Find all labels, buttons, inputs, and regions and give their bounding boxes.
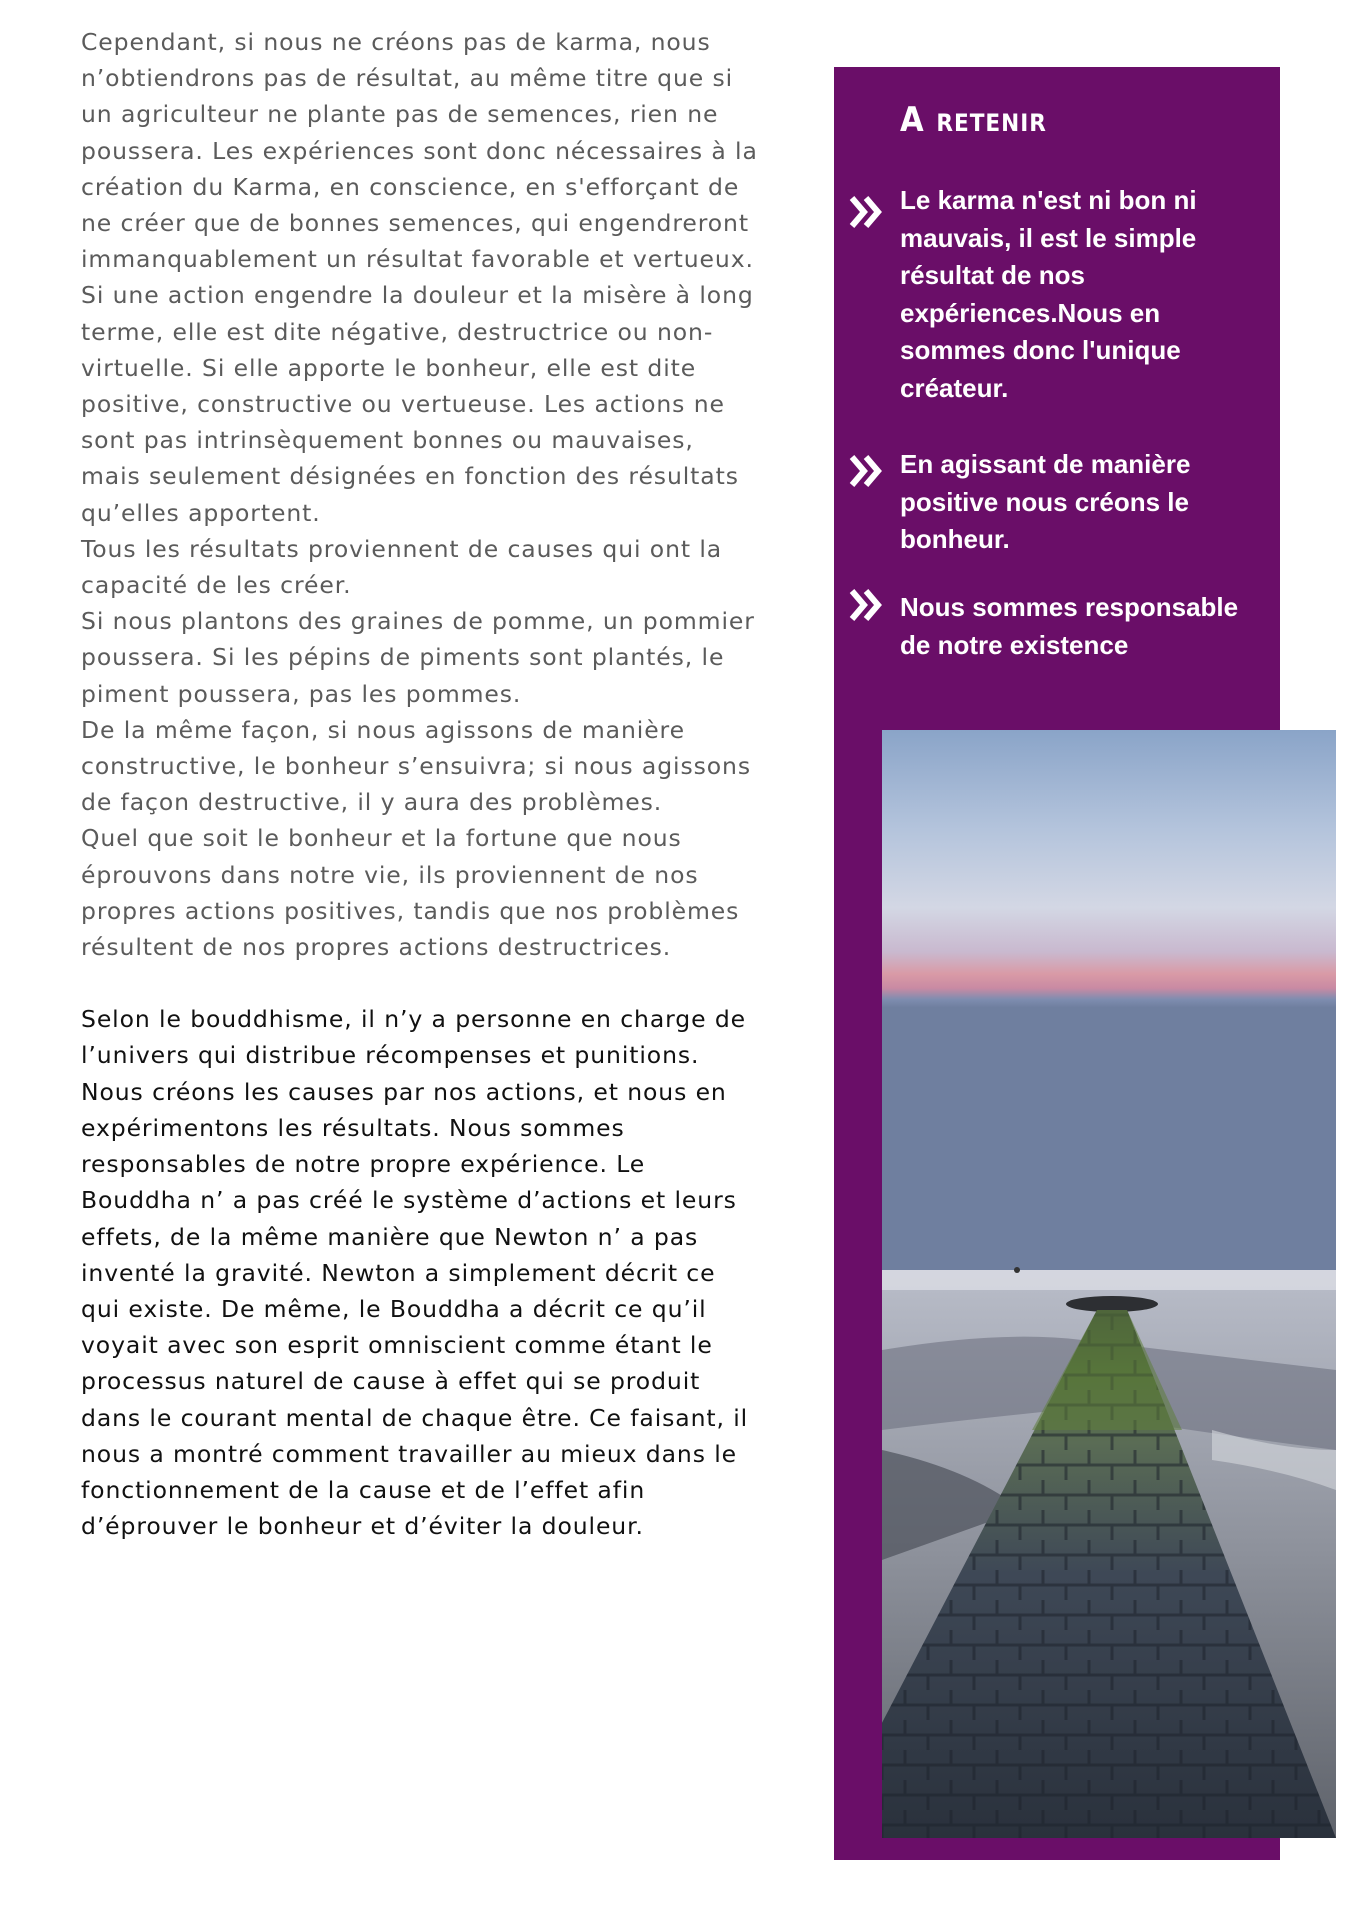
double-chevron-right-icon xyxy=(846,451,886,491)
takeaway-item: En agissant de manière positive nous créons le bonheur. xyxy=(900,449,1191,554)
main-article xyxy=(81,24,761,1544)
paragraph-spacer xyxy=(81,965,761,1001)
takeaway-item: Le karma n'est ni bon ni mauvais, il est le simple résultat de nos expériences.Nous en sommes donc l'unique créateur. xyxy=(900,185,1197,403)
body-paragraph: Si une action engendre la douleur et la misère à long terme, elle est dite négative, destructrice ou non-virtuelle. Si elle apporte le bonheur, elle est dite positive, constructive ou vertueuse. Les actions ne sont pas intrinsèquement bonnes ou mauvaises, mais seulement désignées en fonction des résultats qu’elles apportent. xyxy=(81,281,754,527)
takeaway-item: Nous sommes responsable de notre existence xyxy=(900,592,1239,660)
body-paragraph: Quel que soit le bonheur et la fortune que nous éprouvons dans notre vie, ils proviennent de nos propres actions positives, tandis que nos problèmes résultent de nos propres actions destructrices. xyxy=(81,824,740,962)
body-paragraph: Cependant, si nous ne créons pas de karma, nous n’obtiendrons pas de résultat, au même titre que si un agriculteur ne plante pas de semences, rien ne poussera. Les expériences sont donc nécessaires à la création du Karma, en conscience, en s'efforçant de ne créer que de bonnes semences, qui engendreront immanquablement un résultat favorable et vertueux. xyxy=(81,28,758,274)
double-chevron-right-icon xyxy=(846,192,886,232)
body-paragraph-buddhism: Selon le bouddhisme, il n’y a personne en charge de l’univers qui distribue récompenses et punitions. Nous créons les causes par nos actions, et nous en expérimentons les résultats. Nous sommes responsables de notre propre expérience. Le Bouddha n’ a pas créé le système d’actions et leurs effets, de la même manière que Newton n’ a pas inventé la gravité. Newton a simplement décrit ce qui existe. De même, le Bouddha a décrit ce qu’il voyait avec son esprit omniscient comme étant le processus naturel de cause à effet qui se produit dans le courant mental de chaque être. Ce faisant, il nous a montré comment travailler au mieux dans le fonctionnement de la cause et de l’effet afin d’éprouver le bonheur et d’éviter la douleur. xyxy=(81,1005,749,1541)
jetty-sunset-illustration xyxy=(882,730,1336,1838)
photo-jetty-image xyxy=(882,730,1336,1838)
body-paragraph: Tous les résultats proviennent de causes qui ont la capacité de les créer. xyxy=(81,534,723,600)
double-chevron-right-icon xyxy=(846,585,886,625)
body-paragraph: Si nous plantons des graines de pomme, un pommier poussera. Si les pépins de piments sont plantés, le piment poussera, pas les pommes. xyxy=(81,607,755,708)
sidebar-title: A retenir xyxy=(900,100,1047,140)
body-paragraph: De la même façon, si nous agissons de manière constructive, le bonheur s’ensuivra; si nous agissons de façon destructive, il y aura des problèmes. xyxy=(81,715,751,817)
